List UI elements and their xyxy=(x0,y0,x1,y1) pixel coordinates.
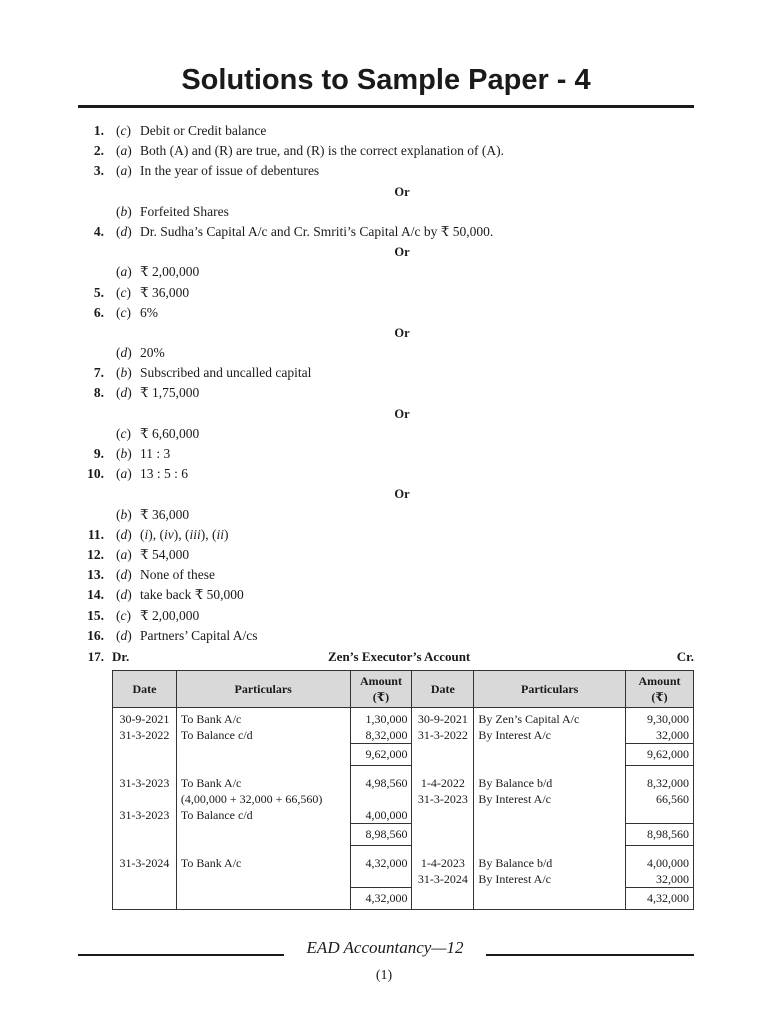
answer-item xyxy=(78,343,694,363)
answer-option: (c) xyxy=(116,284,131,300)
answer-number: 5. xyxy=(93,284,104,300)
answer-text: Forfeited Shares xyxy=(140,203,229,219)
answer-item xyxy=(78,424,694,444)
credit-particulars: By Interest A/c xyxy=(474,791,626,807)
answer-option: (b) xyxy=(116,203,132,219)
credit-particulars xyxy=(474,807,626,824)
answer-text: ₹ 2,00,000 xyxy=(140,264,200,280)
answer-number: 11. xyxy=(87,526,104,542)
answer-item xyxy=(78,141,694,161)
credit-amount xyxy=(626,807,694,824)
table-header-row xyxy=(113,671,694,708)
account-title: Zen’s Executor’s Account xyxy=(328,649,471,664)
answer-text: Dr. Sudha’s Capital A/c and Cr. Smriti’s Capital A/c by ₹ 50,000. xyxy=(140,223,494,239)
answer-item xyxy=(78,585,694,605)
answer-option: (a) xyxy=(116,163,132,179)
answer-item xyxy=(78,262,694,282)
debit-amount xyxy=(350,871,412,888)
answer-option: (d) xyxy=(116,567,132,583)
debit-date xyxy=(113,791,177,807)
debit-date xyxy=(113,871,177,888)
answer-item xyxy=(78,545,694,565)
debit-date: 31-3-2022 xyxy=(113,727,177,744)
question-number: 17. xyxy=(87,649,104,664)
or-label: Or xyxy=(394,184,410,199)
answer-number: 12. xyxy=(87,546,104,562)
footer-rule-left xyxy=(78,954,284,956)
answer-option: (b) xyxy=(116,506,132,522)
header-date: Date xyxy=(412,671,474,708)
table-row xyxy=(113,727,694,744)
answer-text: 20% xyxy=(140,345,165,361)
credit-label: Cr. xyxy=(676,649,694,664)
account-heading xyxy=(78,649,694,669)
header-amount-label: Amount xyxy=(638,674,681,688)
or-separator xyxy=(78,182,694,202)
or-label: Or xyxy=(394,245,410,260)
debit-particulars: To Bank A/c xyxy=(176,708,350,728)
answer-option: (d) xyxy=(116,223,132,239)
table-row xyxy=(113,708,694,728)
answer-number: 15. xyxy=(87,607,104,623)
debit-date: 31-3-2023 xyxy=(113,807,177,824)
answer-item xyxy=(78,505,694,525)
answer-option: (a) xyxy=(116,264,132,280)
answer-option: (a) xyxy=(116,143,132,159)
page-title: Solutions to Sample Paper - 4 xyxy=(181,64,591,96)
answer-number: 16. xyxy=(87,627,104,643)
answer-option: (d) xyxy=(116,627,132,643)
credit-amount: 32,000 xyxy=(626,727,694,744)
header-amount xyxy=(626,671,694,708)
credit-particulars: By Balance b/d xyxy=(474,775,626,791)
answer-number: 6. xyxy=(93,304,104,320)
debit-amount: 4,32,000 xyxy=(350,855,412,871)
answer-option: (c) xyxy=(116,123,131,138)
debit-date: 31-3-2024 xyxy=(113,855,177,871)
answer-item xyxy=(78,283,694,303)
table-row xyxy=(113,871,694,888)
credit-date: 1-4-2022 xyxy=(412,775,474,791)
answer-number: 14. xyxy=(87,587,104,603)
answer-option: (c) xyxy=(116,425,131,441)
credit-date: 31-3-2022 xyxy=(412,727,474,744)
header-particulars: Particulars xyxy=(474,671,626,708)
header-amount-label: Amount xyxy=(359,674,402,688)
answer-list xyxy=(78,121,694,646)
header-rupee: (₹) xyxy=(651,690,668,704)
debit-label: Dr. xyxy=(112,649,130,664)
or-label: Or xyxy=(394,325,410,340)
debit-particulars: To Balance c/d xyxy=(176,727,350,744)
debit-total: 4,32,000 xyxy=(350,888,412,910)
answer-item xyxy=(78,383,694,403)
answer-number: 10. xyxy=(87,466,104,482)
title-underline xyxy=(78,105,694,108)
debit-amount: 1,30,000 xyxy=(350,708,412,728)
total-row xyxy=(113,824,694,846)
answer-option: (b) xyxy=(116,446,132,461)
answer-text: Debit or Credit balance xyxy=(140,123,267,138)
answer-item xyxy=(78,363,694,383)
header-amount xyxy=(350,671,412,708)
answer-option: (c) xyxy=(116,304,131,320)
page-number: (1) xyxy=(375,968,393,983)
answer-number: 13. xyxy=(87,567,104,583)
credit-total: 8,98,560 xyxy=(626,824,694,846)
header-particulars: Particulars xyxy=(176,671,350,708)
answer-number: 8. xyxy=(93,385,104,401)
credit-particulars: By Balance b/d xyxy=(474,855,626,871)
answer-option: (b) xyxy=(116,365,132,381)
answer-text: 11 : 3 xyxy=(140,446,171,461)
credit-date: 31-3-2023 xyxy=(412,791,474,807)
answer-item xyxy=(78,303,694,323)
answer-option: (a) xyxy=(116,466,132,482)
table-row xyxy=(113,791,694,807)
book-title: EAD Accountancy—12 xyxy=(306,938,464,957)
answer-number: 9. xyxy=(93,446,104,461)
debit-amount: 4,00,000 xyxy=(350,807,412,824)
table-row xyxy=(113,807,694,824)
answer-number: 3. xyxy=(93,163,104,179)
answer-text: Partners’ Capital A/cs xyxy=(140,627,258,643)
header-rupee: (₹) xyxy=(372,690,390,704)
table-row xyxy=(113,775,694,791)
answer-text: ₹ 2,00,000 xyxy=(140,607,200,623)
answer-text: ₹ 36,000 xyxy=(140,506,190,522)
total-row xyxy=(113,744,694,766)
or-label: Or xyxy=(394,487,410,502)
credit-date xyxy=(412,807,474,824)
debit-total: 9,62,000 xyxy=(350,744,412,766)
credit-particulars: By Zen’s Capital A/c xyxy=(474,708,626,728)
answer-item xyxy=(78,222,694,242)
answer-item xyxy=(78,161,694,181)
debit-total: 8,98,560 xyxy=(350,824,412,846)
debit-amount: 4,98,560 xyxy=(350,775,412,791)
answer-option: (a) xyxy=(116,546,132,562)
credit-particulars: By Interest A/c xyxy=(474,871,626,888)
credit-amount: 4,00,000 xyxy=(626,855,694,871)
answer-text: Both (A) and (R) are true, and (R) is the correct explanation of (A). xyxy=(140,143,504,159)
debit-particulars: To Balance c/d xyxy=(176,807,350,824)
answer-text: 13 : 5 : 6 xyxy=(140,466,189,482)
credit-particulars: By Interest A/c xyxy=(474,727,626,744)
debit-particulars: To Bank A/c xyxy=(176,775,350,791)
table-row xyxy=(113,855,694,871)
or-separator xyxy=(78,323,694,343)
total-row xyxy=(113,888,694,910)
answer-text: None of these xyxy=(140,567,215,583)
credit-date: 30-9-2021 xyxy=(412,708,474,728)
credit-date: 1-4-2023 xyxy=(412,855,474,871)
credit-amount: 66,560 xyxy=(626,791,694,807)
answer-text: ₹ 1,75,000 xyxy=(140,385,200,401)
answer-text: ₹ 36,000 xyxy=(140,284,190,300)
answer-item xyxy=(78,626,694,646)
or-separator xyxy=(78,484,694,504)
answer-text: (i), (iv), (iii), (ii) xyxy=(140,526,229,542)
debit-particulars: To Bank A/c xyxy=(176,855,350,871)
answer-option: (c) xyxy=(116,607,131,623)
answer-number: 7. xyxy=(93,365,104,381)
answer-option: (d) xyxy=(116,345,132,361)
answer-item xyxy=(78,464,694,484)
debit-date: 30-9-2021 xyxy=(113,708,177,728)
answer-option: (d) xyxy=(116,385,132,401)
header-date: Date xyxy=(113,671,177,708)
or-label: Or xyxy=(394,406,410,421)
debit-date: 31-3-2023 xyxy=(113,775,177,791)
or-separator xyxy=(78,404,694,424)
credit-total: 9,62,000 xyxy=(626,744,694,766)
answer-number: 2. xyxy=(93,143,104,159)
answer-item xyxy=(78,444,694,464)
answer-item xyxy=(78,121,694,141)
answer-text: ₹ 6,60,000 xyxy=(140,425,200,441)
footer-rule-right xyxy=(486,954,694,956)
credit-date: 31-3-2024 xyxy=(412,871,474,888)
credit-total: 4,32,000 xyxy=(626,888,694,910)
answer-option: (d) xyxy=(116,526,132,542)
credit-amount: 8,32,000 xyxy=(626,775,694,791)
debit-amount: 8,32,000 xyxy=(350,727,412,744)
answer-text: ₹ 54,000 xyxy=(140,546,190,562)
answer-text: take back ₹ 50,000 xyxy=(140,587,244,603)
answer-item xyxy=(78,606,694,626)
answer-text: Subscribed and uncalled capital xyxy=(140,365,312,381)
answer-number: 4. xyxy=(93,223,104,239)
answer-option: (d) xyxy=(116,587,132,603)
debit-amount xyxy=(350,791,412,807)
credit-amount: 32,000 xyxy=(626,871,694,888)
answer-item xyxy=(78,202,694,222)
credit-amount: 9,30,000 xyxy=(626,708,694,728)
answer-item xyxy=(78,565,694,585)
answer-text: 6% xyxy=(140,304,158,320)
answer-text: In the year of issue of debentures xyxy=(140,163,320,179)
or-separator xyxy=(78,242,694,262)
executor-account-table xyxy=(112,670,694,910)
answer-number: 1. xyxy=(93,123,104,138)
debit-particulars xyxy=(176,871,350,888)
debit-particulars: (4,00,000 + 32,000 + 66,560) xyxy=(176,791,350,807)
answer-item xyxy=(78,525,694,545)
